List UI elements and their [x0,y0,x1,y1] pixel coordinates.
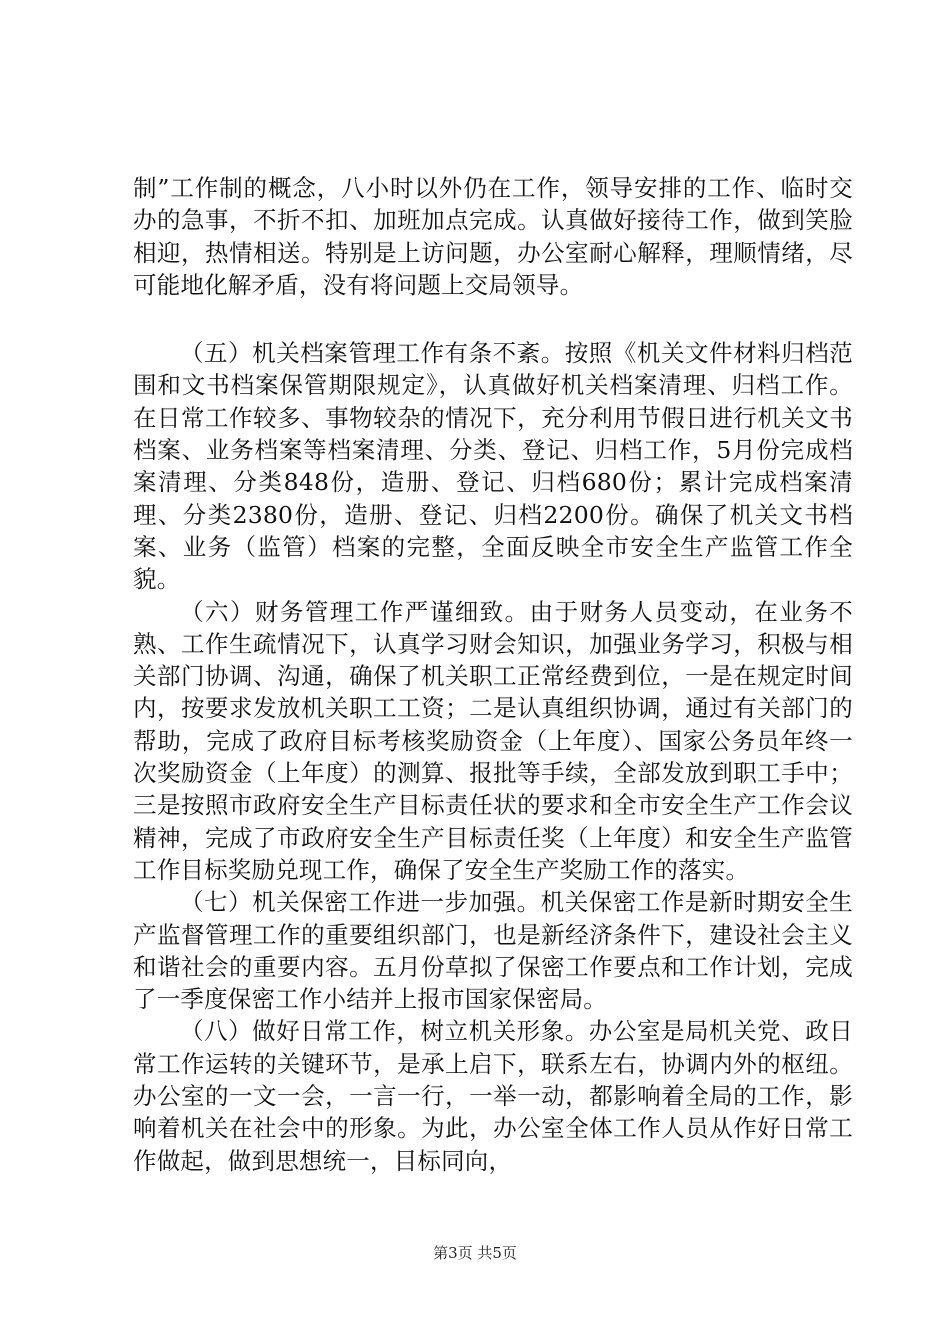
document-body [133,172,853,1177]
paragraph-spacer [133,301,853,337]
paragraph-daily-work: （八）做好日常工作，树立机关形象。办公室是局机关党、政日常工作运转的关键环节，是承上启下，联系左右，协调内外的枢纽。办公室的一文一会，一言一行，一举一动，都影响着全局的工作，影响着机关在社会中的形象。为此，办公室全体工作人员从作好日常工作做起，做到思想统一，目标同向， [133,1017,853,1175]
paragraph-continuation: 制”工作制的概念，八小时以外仍在工作，领导安排的工作、临时交办的急事，不折不扣、加班加点完成。认真做好接待工作，做到笑脸相迎，热情相送。特别是上访问题，办公室耐心解释，理顺情绪，尽可能地化解矛盾，没有将问题上交局领导。 [133,174,853,299]
paragraph-archive-management: （五）机关档案管理工作有条不紊。按照《机关文件材料归档范围和文书档案保管期限规定》，认真做好机关档案清理、归档工作。在日常工作较多、事物较杂的情况下，充分利用节假日进行机关文书档案、业务档案等档案清理、分类、登记、归档工作，5月份完成档案清理、分类848份，造册、登记、归档680份；累计完成档案清理、分类2380份，造册、登记、归档2200份。确保了机关文书档案、业务（监管）档案的完整，全面反映全市安全生产监管工作全貌。 [133,339,853,594]
paragraph-finance-management: （六）财务管理工作严谨细致。由于财务人员变动，在业务不熟、工作生疏情况下，认真学习财会知识，加强业务学习，积极与相关部门协调、沟通，确保了机关职工正常经费到位，一是在规定时间内，按要求发放机关职工工资；二是认真组织协调，通过有关部门的帮助，完成了政府目标考核奖励资金（上年度）、国家公务员年终一次奖励资金（上年度）的测算、报批等手续，全部发放到职工手中；三是按照市政府安全生产目标责任状的要求和全市安全生产工作会议精神，完成了市政府安全生产目标责任奖（上年度）和安全生产监管工作目标奖励兑现工作，确保了安全生产奖励工作的落实。 [133,597,853,884]
page-number-footer: 第3页 共5页 [433,1244,517,1262]
paragraph-confidentiality-work: （七）机关保密工作进一步加强。机关保密工作是新时期安全生产监督管理工作的重要组织部门，也是新经济条件下，建设社会主义和谐社会的重要内容。五月份草拟了保密工作要点和工作计划，完成了一季度保密工作小结并上报市国家保密局。 [133,888,853,1014]
